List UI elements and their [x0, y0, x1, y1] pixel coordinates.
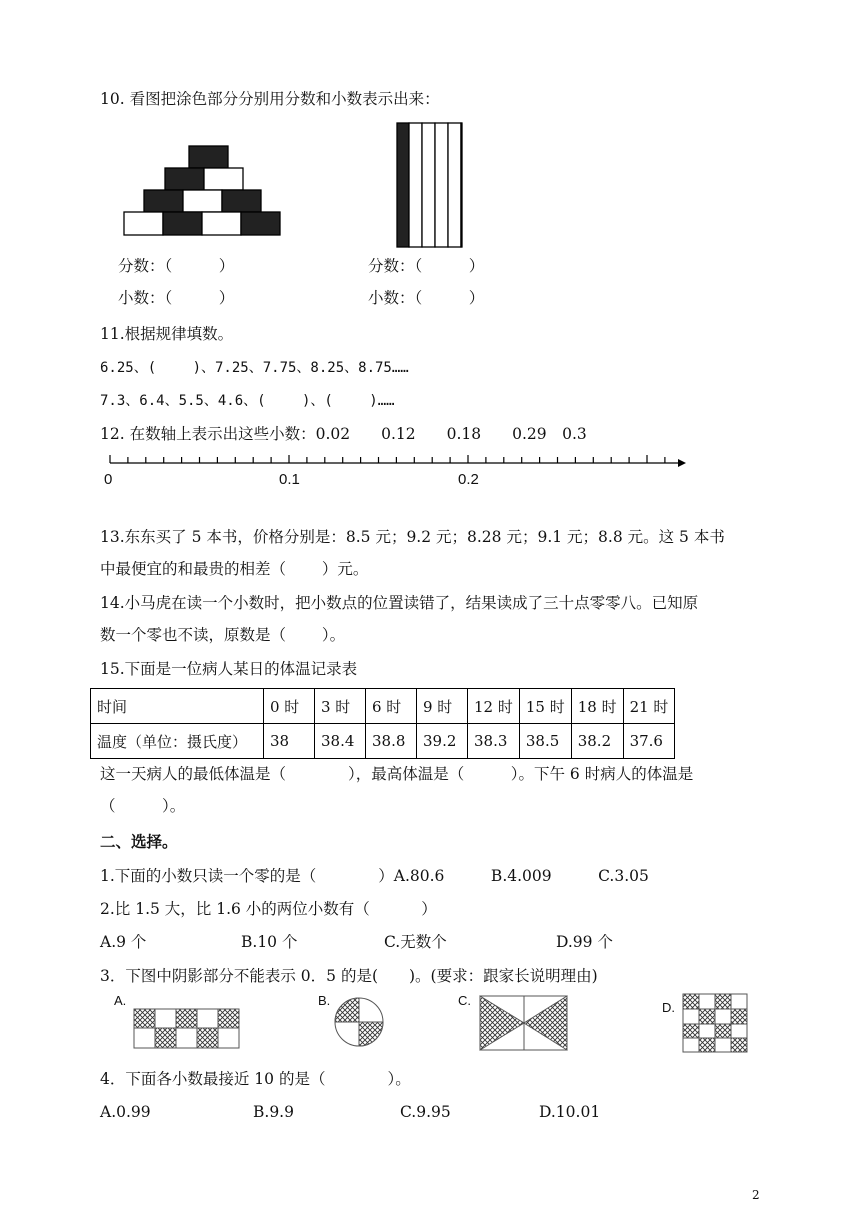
table-cell: 39.2 — [417, 724, 468, 759]
choice-3-label-c: C. — [458, 993, 471, 1008]
q10-decimal-blank-right: 小数：（ ） — [368, 289, 485, 307]
axis-label-0-1: 0.1 — [279, 471, 300, 488]
axis-label-0-2: 0.2 — [458, 471, 479, 488]
table-cell: 0 时 — [264, 689, 315, 724]
table-cell: 温度（单位：摄氏度） — [91, 724, 264, 759]
choice-4-option-a: A.0.99 — [100, 1103, 151, 1121]
temperature-table — [90, 688, 675, 759]
choice-1: 1.下面的小数只读一个零的是（ ）A.80.6 B.4.009 C.3.05 — [100, 867, 649, 885]
option-d-grid-figure — [683, 994, 747, 1052]
table-cell: 12 时 — [468, 689, 520, 724]
q14-line-1: 14.小马虎在读一个小数时，把小数点的位置读错了，结果读成了三十点零零八。已知原 — [100, 594, 699, 612]
table-cell: 6 时 — [366, 689, 417, 724]
table-cell: 21 时 — [623, 689, 675, 724]
choice-2-option-c: C.无数个 — [384, 933, 447, 951]
choice-3-label-b: B. — [318, 993, 331, 1008]
choice-3-label-a: A. — [114, 993, 127, 1008]
choice-4-option-c: C.9.95 — [400, 1103, 451, 1121]
choice-2: 2.比 1.5 大，比 1.6 小的两位小数有（ ） — [100, 900, 437, 918]
table-cell: 37.6 — [623, 724, 675, 759]
q11-sequence-2: 7.3、6.4、5.5、4.6、( )、( )…… — [100, 393, 395, 409]
number-line — [110, 455, 686, 467]
q14-line-2: 数一个零也不读，原数是（ ）。 — [100, 626, 346, 644]
choice-4-option-b: B.9.9 — [253, 1103, 294, 1121]
q10-prompt: 10. 看图把涂色部分分别用分数和小数表示出来： — [100, 90, 440, 108]
q11-sequence-1: 6.25、( )、7.25、7.75、8.25、8.75…… — [100, 360, 409, 376]
table-cell: 38 — [264, 724, 315, 759]
q13-line-2: 中最便宜的和最贵的相差（ ）元。 — [100, 560, 369, 578]
choice-3-label-d: D. — [662, 1000, 675, 1015]
table-cell: 15 时 — [519, 689, 571, 724]
choice-4-option-d: D.10.01 — [539, 1103, 601, 1121]
choice-2-option-d: D.99 个 — [556, 933, 613, 951]
table-cell: 38.2 — [571, 724, 623, 759]
choice-2-option-a: A.9 个 — [100, 933, 147, 951]
table-cell: 9 时 — [417, 689, 468, 724]
table-cell: 18 时 — [571, 689, 623, 724]
table-cell: 3 时 — [315, 689, 366, 724]
striped-rectangle-figure — [397, 123, 462, 247]
q12-title: 12. 在数轴上表示出这些小数：0.02 0.12 0.18 0.29 0.3 — [100, 425, 587, 443]
choice-3: 3．下图中阴影部分不能表示 0．5 的是( )。(要求：跟家长说明理由) — [100, 967, 598, 985]
q13-line-1: 13.东东买了 5 本书，价格分别是：8.5 元；9.2 元；8.28 元；9.1 元；8.8 元。这 5 本书 — [100, 528, 725, 546]
table-header-row — [91, 689, 675, 724]
q15-title: 15.下面是一位病人某日的体温记录表 — [100, 660, 358, 678]
section-2-title: 二、选择。 — [100, 832, 178, 851]
q15-line-2: （ ）。 — [100, 797, 186, 815]
option-b-circle-figure — [335, 998, 383, 1046]
table-row — [91, 724, 675, 759]
axis-label-0: 0 — [104, 471, 113, 488]
option-c-bowtie-figure — [480, 996, 567, 1050]
table-cell: 38.5 — [519, 724, 571, 759]
brick-pyramid-figure — [124, 146, 280, 235]
q15-line-1: 这一天病人的最低体温是（ ），最高体温是（ ）。下午 6 时病人的体温是 — [100, 765, 694, 783]
q10-fraction-blank-left: 分数：（ ） — [118, 257, 235, 275]
q10-fraction-blank-right: 分数：（ ） — [368, 257, 485, 275]
option-a-grid-figure — [134, 1009, 239, 1048]
choice-4: 4．下面各小数最接近 10 的是（ ）。 — [100, 1070, 411, 1088]
table-cell: 38.3 — [468, 724, 520, 759]
table-cell: 38.8 — [366, 724, 417, 759]
q11-title: 11.根据规律填数。 — [100, 325, 234, 343]
page-number: 2 — [752, 1188, 760, 1202]
q10-decimal-blank-left: 小数：（ ） — [118, 289, 235, 307]
table-cell: 时间 — [91, 689, 264, 724]
choice-2-option-b: B.10 个 — [241, 933, 298, 951]
table-cell: 38.4 — [315, 724, 366, 759]
